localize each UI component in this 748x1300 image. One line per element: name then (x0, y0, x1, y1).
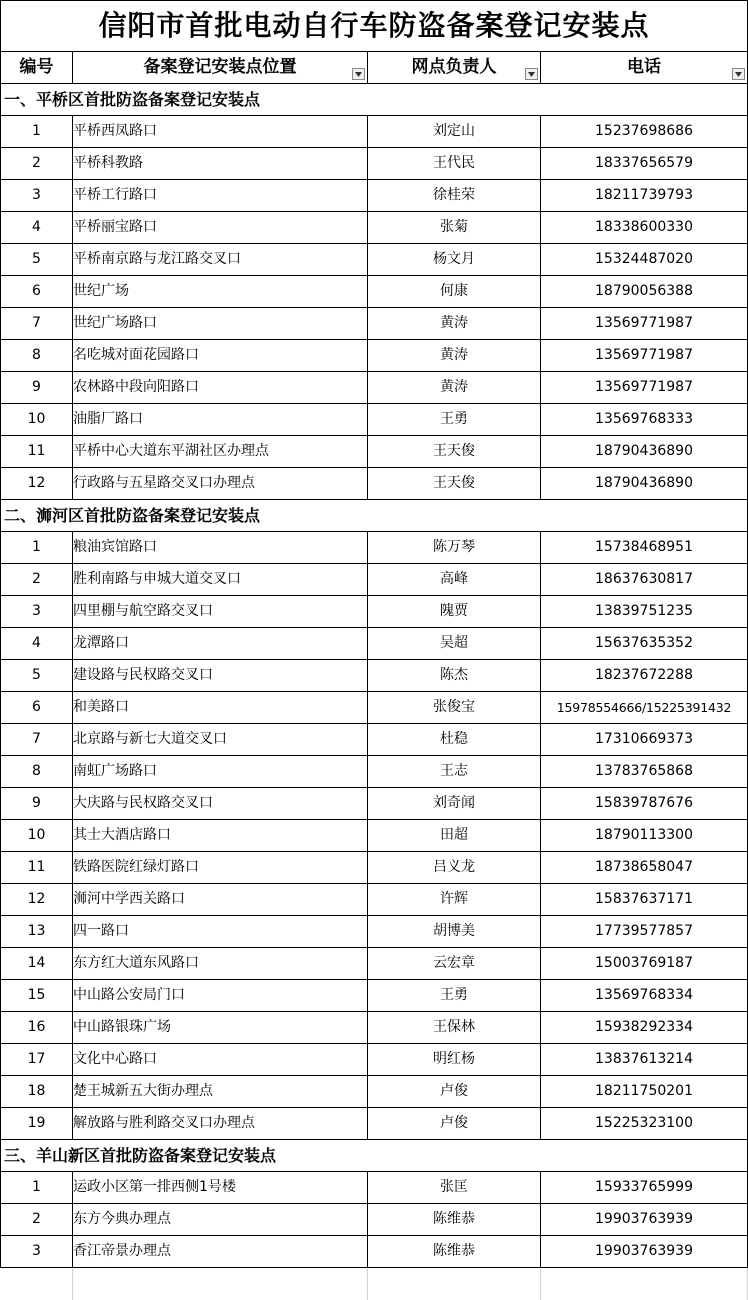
header-person-label: 网点负责人 (411, 57, 497, 77)
row-person: 许辉 (368, 884, 541, 916)
row-phone: 13837613214 (541, 1044, 748, 1076)
row-location: 行政路与五星路交叉口办理点 (73, 468, 368, 500)
title-row (1, 1, 748, 52)
header-location (73, 52, 368, 84)
header-person (368, 52, 541, 84)
row-phone: 18790113300 (541, 820, 748, 852)
row-location: 胜利南路与申城大道交叉口 (73, 564, 368, 596)
row-location: 东方今典办理点 (73, 1204, 368, 1236)
row-location: 铁路医院红绿灯路口 (73, 852, 368, 884)
table-row (1, 884, 748, 916)
row-person: 卢俊 (368, 1108, 541, 1140)
row-phone: 15938292334 (541, 1012, 748, 1044)
row-number: 3 (1, 1236, 73, 1268)
row-number: 13 (1, 916, 73, 948)
row-number: 8 (1, 756, 73, 788)
section-row (1, 1140, 748, 1172)
gridline (540, 1268, 541, 1300)
row-location: 中山路银珠广场 (73, 1012, 368, 1044)
table-row (1, 692, 748, 724)
row-person: 王保林 (368, 1012, 541, 1044)
row-number: 8 (1, 340, 73, 372)
row-number: 19 (1, 1108, 73, 1140)
row-location: 中山路公安局门口 (73, 980, 368, 1012)
row-person: 云宏章 (368, 948, 541, 980)
table-row (1, 1044, 748, 1076)
section-title: 二、浉河区首批防盗备案登记安装点 (1, 500, 748, 532)
row-person: 王代民 (368, 148, 541, 180)
row-number: 3 (1, 596, 73, 628)
table-row (1, 916, 748, 948)
row-number: 12 (1, 468, 73, 500)
table-row (1, 276, 748, 308)
table-row (1, 564, 748, 596)
row-number: 1 (1, 1172, 73, 1204)
row-person: 王勇 (368, 404, 541, 436)
section-title: 三、羊山新区首批防盗备案登记安装点 (1, 1140, 748, 1172)
row-location: 建设路与民权路交叉口 (73, 660, 368, 692)
row-phone: 15237698686 (541, 116, 748, 148)
table-row (1, 340, 748, 372)
row-phone: 18790436890 (541, 436, 748, 468)
row-location: 世纪广场路口 (73, 308, 368, 340)
row-phone: 13569771987 (541, 340, 748, 372)
filter-dropdown-icon[interactable] (525, 68, 538, 80)
row-number: 7 (1, 724, 73, 756)
row-location: 平桥科教路 (73, 148, 368, 180)
row-phone: 18337656579 (541, 148, 748, 180)
row-location: 楚王城新五大街办理点 (73, 1076, 368, 1108)
row-person: 杜稳 (368, 724, 541, 756)
row-phone: 15324487020 (541, 244, 748, 276)
row-person: 何康 (368, 276, 541, 308)
row-phone: 13569771987 (541, 372, 748, 404)
row-location: 四一路口 (73, 916, 368, 948)
row-person: 黄涛 (368, 340, 541, 372)
row-number: 15 (1, 980, 73, 1012)
row-location: 农林路中段向阳路口 (73, 372, 368, 404)
row-number: 9 (1, 372, 73, 404)
empty-grid-row (0, 1268, 748, 1300)
row-location: 平桥西凤路口 (73, 116, 368, 148)
table-row (1, 948, 748, 980)
filter-dropdown-icon[interactable] (732, 68, 745, 80)
row-number: 4 (1, 212, 73, 244)
section-row (1, 500, 748, 532)
row-person: 卢俊 (368, 1076, 541, 1108)
row-phone: 18738658047 (541, 852, 748, 884)
row-number: 5 (1, 244, 73, 276)
header-num (1, 52, 73, 84)
row-location: 北京路与新七大道交叉口 (73, 724, 368, 756)
row-phone: 13569768333 (541, 404, 748, 436)
table-row (1, 1076, 748, 1108)
row-person: 明红杨 (368, 1044, 541, 1076)
row-person: 张菊 (368, 212, 541, 244)
header-row (1, 52, 748, 84)
row-person: 王勇 (368, 980, 541, 1012)
table-row (1, 404, 748, 436)
row-person: 陈维恭 (368, 1204, 541, 1236)
table-row (1, 1108, 748, 1140)
row-person: 吕义龙 (368, 852, 541, 884)
row-location: 东方红大道东风路口 (73, 948, 368, 980)
row-number: 1 (1, 532, 73, 564)
row-phone: 15837637171 (541, 884, 748, 916)
table-row (1, 212, 748, 244)
row-location: 油脂厂路口 (73, 404, 368, 436)
row-person: 田超 (368, 820, 541, 852)
row-phone: 19903763939 (541, 1204, 748, 1236)
row-number: 3 (1, 180, 73, 212)
header-location-label: 备案登记安装点位置 (143, 57, 297, 77)
table-row (1, 244, 748, 276)
table-row (1, 628, 748, 660)
row-phone: 15637635352 (541, 628, 748, 660)
row-location: 运政小区第一排西侧1号楼 (73, 1172, 368, 1204)
row-location: 大庆路与民权路交叉口 (73, 788, 368, 820)
row-phone: 15225323100 (541, 1108, 748, 1140)
row-person: 王志 (368, 756, 541, 788)
sheet-title: 信阳市首批电动自行车防盗备案登记安装点 (1, 1, 748, 52)
row-person: 刘定山 (368, 116, 541, 148)
row-number: 12 (1, 884, 73, 916)
row-location: 平桥中心大道东平湖社区办理点 (73, 436, 368, 468)
row-number: 5 (1, 660, 73, 692)
row-person: 陈杰 (368, 660, 541, 692)
row-number: 9 (1, 788, 73, 820)
row-person: 高峰 (368, 564, 541, 596)
row-person: 吴超 (368, 628, 541, 660)
section-title: 一、平桥区首批防盗备案登记安装点 (1, 84, 748, 116)
row-person: 胡博美 (368, 916, 541, 948)
row-phone: 13569771987 (541, 308, 748, 340)
row-person: 张俊宝 (368, 692, 541, 724)
row-phone: 15003769187 (541, 948, 748, 980)
table-row (1, 180, 748, 212)
table-row (1, 756, 748, 788)
row-person: 陈万琴 (368, 532, 541, 564)
row-phone: 18211739793 (541, 180, 748, 212)
row-number: 4 (1, 628, 73, 660)
row-person: 黄涛 (368, 308, 541, 340)
row-person: 隗贾 (368, 596, 541, 628)
table-row (1, 852, 748, 884)
table-row (1, 724, 748, 756)
row-phone: 15978554666/15225391432 (541, 692, 748, 724)
table-row (1, 372, 748, 404)
row-phone: 15738468951 (541, 532, 748, 564)
row-number: 2 (1, 1204, 73, 1236)
row-location: 香江帝景办理点 (73, 1236, 368, 1268)
row-phone: 15933765999 (541, 1172, 748, 1204)
row-location: 平桥丽宝路口 (73, 212, 368, 244)
row-phone: 17739577857 (541, 916, 748, 948)
table-row (1, 308, 748, 340)
row-location: 浉河中学西关路口 (73, 884, 368, 916)
table-row (1, 116, 748, 148)
row-number: 6 (1, 276, 73, 308)
row-location: 世纪广场 (73, 276, 368, 308)
gridline (72, 1268, 73, 1300)
row-number: 14 (1, 948, 73, 980)
table-row (1, 980, 748, 1012)
row-location: 四里棚与航空路交叉口 (73, 596, 368, 628)
row-number: 10 (1, 404, 73, 436)
row-number: 6 (1, 692, 73, 724)
row-number: 17 (1, 1044, 73, 1076)
filter-dropdown-icon[interactable] (352, 68, 365, 80)
table-row (1, 532, 748, 564)
table-row (1, 1172, 748, 1204)
row-person: 徐桂荣 (368, 180, 541, 212)
row-number: 11 (1, 436, 73, 468)
row-person: 刘奇闻 (368, 788, 541, 820)
table-row (1, 436, 748, 468)
table-row (1, 788, 748, 820)
row-phone: 13783765868 (541, 756, 748, 788)
table-row (1, 1204, 748, 1236)
row-phone: 18637630817 (541, 564, 748, 596)
row-location: 平桥工行路口 (73, 180, 368, 212)
row-location: 粮油宾馆路口 (73, 532, 368, 564)
row-person: 杨文月 (368, 244, 541, 276)
table-row (1, 596, 748, 628)
row-number: 7 (1, 308, 73, 340)
table-row (1, 1012, 748, 1044)
row-phone: 15839787676 (541, 788, 748, 820)
row-location: 解放路与胜利路交叉口办理点 (73, 1108, 368, 1140)
row-phone: 13839751235 (541, 596, 748, 628)
header-phone-label: 电话 (627, 57, 661, 77)
row-location: 其士大酒店路口 (73, 820, 368, 852)
row-number: 16 (1, 1012, 73, 1044)
row-person: 王天俊 (368, 436, 541, 468)
table-row (1, 820, 748, 852)
row-location: 文化中心路口 (73, 1044, 368, 1076)
table-row (1, 1236, 748, 1268)
table-row (1, 660, 748, 692)
row-number: 11 (1, 852, 73, 884)
row-location: 平桥南京路与龙江路交叉口 (73, 244, 368, 276)
row-phone: 18211750201 (541, 1076, 748, 1108)
row-phone: 13569768334 (541, 980, 748, 1012)
row-number: 18 (1, 1076, 73, 1108)
row-person: 陈维恭 (368, 1236, 541, 1268)
gridline (367, 1268, 368, 1300)
header-phone (541, 52, 748, 84)
row-person: 王天俊 (368, 468, 541, 500)
row-phone: 18338600330 (541, 212, 748, 244)
row-number: 1 (1, 116, 73, 148)
row-number: 10 (1, 820, 73, 852)
table-row (1, 468, 748, 500)
row-location: 南虹广场路口 (73, 756, 368, 788)
row-number: 2 (1, 564, 73, 596)
row-location: 龙潭路口 (73, 628, 368, 660)
row-phone: 19903763939 (541, 1236, 748, 1268)
section-row (1, 84, 748, 116)
row-phone: 17310669373 (541, 724, 748, 756)
row-location: 和美路口 (73, 692, 368, 724)
row-phone: 18790056388 (541, 276, 748, 308)
row-phone: 18790436890 (541, 468, 748, 500)
row-location: 名吃城对面花园路口 (73, 340, 368, 372)
row-number: 2 (1, 148, 73, 180)
table-row (1, 148, 748, 180)
row-person: 张匡 (368, 1172, 541, 1204)
header-num-label: 编号 (19, 57, 54, 77)
row-phone: 18237672288 (541, 660, 748, 692)
row-person: 黄涛 (368, 372, 541, 404)
